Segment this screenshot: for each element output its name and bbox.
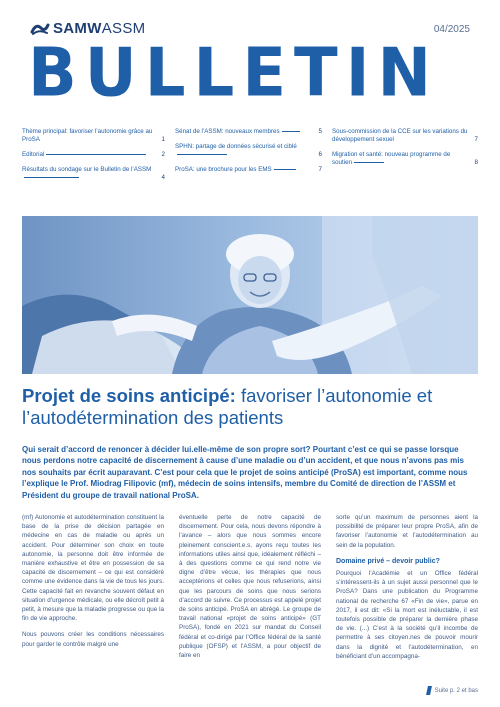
cover-photo-illustration xyxy=(22,216,478,374)
toc-column-3 xyxy=(332,128,478,174)
logo-brand: SAMW xyxy=(53,20,102,37)
cover-photo xyxy=(22,216,478,374)
toc-item-page: 7 xyxy=(474,136,478,143)
body-paragraph: Nous pouvons créer les conditions nécessaires pour garder le contrôle malgré une xyxy=(22,631,164,648)
body-column-3 xyxy=(336,513,478,668)
toc-item-page: 5 xyxy=(318,128,322,135)
toc-leader xyxy=(46,154,146,155)
toc-item-title: Sénat de l’ASSM: nouveaux membres xyxy=(175,128,280,135)
body-paragraph: Pourquoi l’Académie et un Office fédéral s’intéressent-ils à un sujet aussi personnel que le ProSA? Dans une publication du Programme national de recherche 67 «Fin de vie», parue en 2017, il est dit: «Si la mort est inéluctable, il est toutefois possible de préparer la dernière phase de vie. (...) C’est à la société qu’il incombe de permettre à ses citoyen.nes de pouvoir mourir dans la dignité et l’autodétermination, en bénéficiant d’un accompagna- xyxy=(336,570,478,660)
masthead xyxy=(30,18,470,118)
body-column-2 xyxy=(179,513,321,667)
logo-light: ASSM xyxy=(101,20,146,37)
body-paragraph: sorte qu’un maximum de personnes aient la possibilité de préparer leur propre ProSA, afin de favoriser l’autonomie et l’autodétermination au sein de la population. xyxy=(336,514,478,549)
article-headline xyxy=(22,385,478,429)
toc-item-title: Sous-commission de la CCE sur les variations du développement sexuel xyxy=(332,128,468,143)
continue-marker-icon xyxy=(426,686,432,695)
toc-leader xyxy=(274,169,296,170)
toc-item[interactable] xyxy=(332,151,478,167)
toc-item[interactable] xyxy=(22,151,165,159)
body-paragraph: éventuelle perte de notre capacité de discernement. Pour cela, nous devons répondre à l’avance – alors que nous sommes encore pleinement conscient.e.s, ayons reçu toutes les informations utiles ainsi que, idéalement réfléchi – à des questions comme ce qui rend notre vie digne d’être vécue, les thérapies que nous acceptérions et celles que nous refuserions, ainsi que les parcours de soins que nous serions d’accord de suivre. Ce processus est appelé projet de soins anticipé. ProSA en abrégé. Le groupe de travail national «projet de soins anticipé» (GT ProSA), fondé en 2021 sur mandat du Conseil fédéral et co-dirigé par l’Office fédéral de la santé publique (OFSP) et l’ASSM, a pour objectif de faire en xyxy=(179,514,321,660)
toc-column-1 xyxy=(22,128,165,189)
toc-item[interactable] xyxy=(332,128,478,144)
toc-leader xyxy=(282,131,300,132)
toc-leader xyxy=(24,177,79,178)
toc-item-title: Editorial xyxy=(22,151,45,158)
toc-item-title: Migration et santé: nouveau programme de soutien xyxy=(332,151,451,166)
continue-text: Suite p. 2 et bas xyxy=(434,687,478,694)
toc-leader xyxy=(177,154,227,155)
toc-item-title: ProSA: une brochure pour les EMS xyxy=(175,166,272,173)
issue-number: 04/2025 xyxy=(433,24,470,35)
toc-item[interactable] xyxy=(175,128,322,136)
body-subheading: Domaine privé – devoir public? xyxy=(336,557,440,565)
toc-item-title: Résultats du sondage sur le Bulletin de l’ASSM xyxy=(22,166,152,173)
toc-item-page: 1 xyxy=(161,136,165,143)
toc-item-page: 4 xyxy=(161,174,165,181)
headline-rest: favoriser l’autonomie et l’autodétermination des patients xyxy=(22,385,433,428)
toc-item-page: 2 xyxy=(161,151,165,158)
toc-item[interactable] xyxy=(175,166,322,174)
toc-item-page: 7 xyxy=(318,166,322,173)
samw-logo-mark-icon xyxy=(30,22,50,36)
headline-bold: Projet de soins anticipé: xyxy=(22,385,236,406)
continue-note[interactable] xyxy=(427,686,478,695)
article-body xyxy=(22,513,478,693)
table-of-contents xyxy=(22,128,478,212)
toc-item-page: 8 xyxy=(474,159,478,166)
toc-item-title: Thème principal: favoriser l’autonomie grâce au ProSA xyxy=(22,128,153,143)
toc-leader xyxy=(354,162,384,163)
toc-column-2 xyxy=(175,128,322,181)
body-column-1 xyxy=(22,513,164,656)
toc-item-title: SPHN: partage de données sécurisé et ciblé xyxy=(175,143,297,150)
body-paragraph: (mf) Autonomie et autodétermination constituent la base de la prise de décision partagée en médecine en cas de maladie ou après un accident. Pour déterminer son choix en toute autonomie, la personne doit être informée de manière exhaustive et être en possession de sa capacité de discernement – ce qui est considéré comme une évidence dans la vie de tous les jours. Cette capacité fait en revanche souvent défaut en situation d’urgence médicale, ou elle décroît petit à petit, à mesure que la maladie progresse ou que la fin de vie approche. xyxy=(22,514,164,623)
toc-item-page: 6 xyxy=(318,151,322,158)
toc-item[interactable] xyxy=(22,128,165,144)
article-lead: Qui serait d’accord de renoncer à décider lui.elle-même de son propre sort? Pourtant c’est ce qui se passe lorsque nous perdons notre capacité de discernement à cause d’une maladie ou d’un accident, et que nous n’avons pas mis nos souhaits par écrit auparavant. C’est pour cela que le projet de soins anticipé (ProSA) est important, comme nous l’explique le Prof. Miodrag Filipovic (mf), médecin de soins intensifs, membre du Comité de direction de l’ASSM et Président du groupe de travail national ProSA. xyxy=(22,445,468,500)
toc-item[interactable] xyxy=(22,166,165,182)
bulletin-title: BULLETIN xyxy=(28,34,440,113)
toc-item[interactable] xyxy=(175,143,322,159)
